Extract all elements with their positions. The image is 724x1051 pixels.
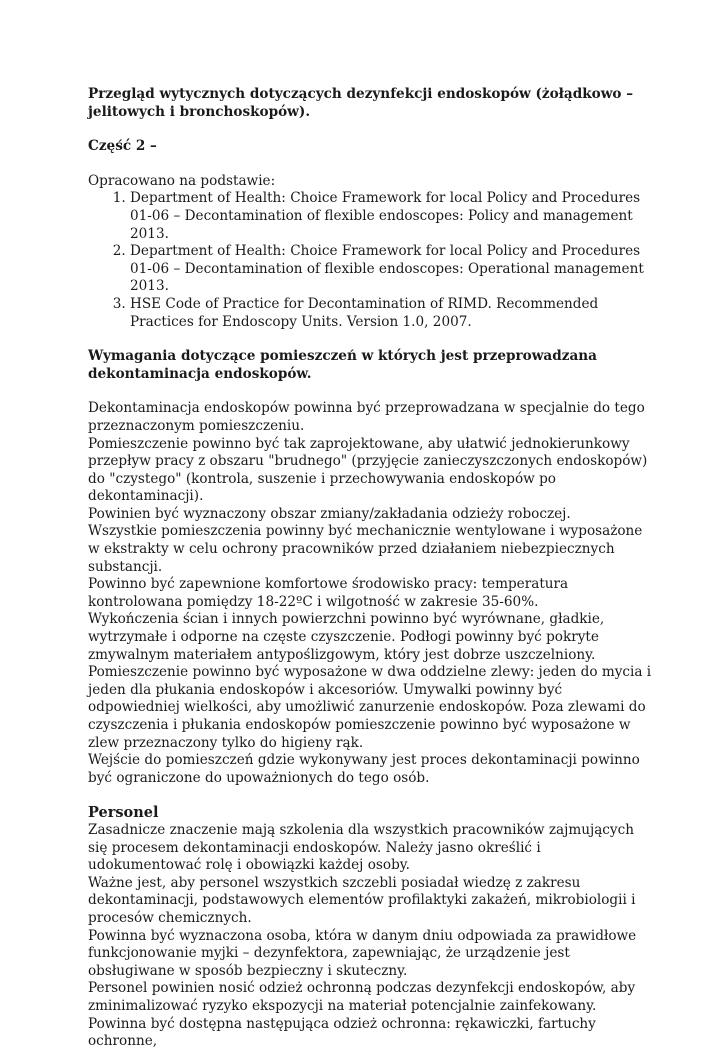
sources-list (88, 190, 654, 331)
personnel-section (88, 822, 654, 1051)
paragraph: Wszystkie pomieszczenia powinny być mechanicznie wentylowane i wyposażone w ekstrakty w celu ochrony pracowników przed działaniem niebezpiecznych substancji. (88, 523, 643, 575)
basis-intro: Opracowano na podstawie: (88, 172, 276, 189)
document-title: Przegląd wytycznych dotyczących dezynfekcji endoskopów (żołądkowo – jelitowych i bronchoskopów). (88, 86, 633, 120)
source-item: 1. Department of Health: Choice Framework for local Policy and Procedures 01-06 – Decontamination of flexible endoscopes: Policy and management 2013. (130, 190, 654, 243)
paragraph: Wejście do pomieszczeń gdzie wykonywany jest proces dekontaminacji powinno być ograniczone do upoważnionych do tego osób. (88, 752, 640, 786)
personnel-heading: Personel (88, 804, 159, 822)
paragraph: Pomieszczenie powinno być wyposażone w dwa oddzielne zlewy: jeden do mycia i jeden dla płukania endoskopów i akcesoriów. Umywalki powinny być odpowiedniej wielkości, aby umożliwić zanurzenie endoskopów. Poza zlewami do czyszczenia i płukania endoskopów pomieszczenie powinno być wyposażone w zlew przeznaczony tylko do higieny rąk. (88, 664, 652, 751)
paragraph: Ważne jest, aby personel wszystkich szczebli posiadał wiedzę z zakresu dekontaminacji, podstawowych elementów profilaktyki zakażeń, mikrobiologii i procesów chemicznych. (88, 874, 636, 926)
paragraph: Powinna być dostępna następująca odzież ochronna: rękawiczki, fartuchy ochronne, (88, 1015, 596, 1050)
paragraph: Dekontaminacja endoskopów powinna być przeprowadzana w specjalnie do tego przeznaczonym pomieszczeniu. (88, 400, 645, 434)
paragraph: Personel powinien nosić odzież ochronną podczas dezynfekcji endoskopów, aby zminimalizować ryzyko ekspozycji na materiał potencjalnie zainfekowany. (88, 980, 636, 1014)
paragraph: Pomieszczenie powinno być tak zaprojektowane, aby ułatwić jednokierunkowy przepływ pracy z obszaru "brudnego" (przyjęcie zanieczyszczonych endoskopów) do "czystego" (kontrola, suszenie i przechowywania endoskopów po dekontaminacji). (88, 435, 648, 505)
paragraph: Powinna być wyznaczona osoba, która w danym dniu odpowiada za prawidłowe funkcjonowanie myjki – dezynfektora, zapewniając, że urządzenie jest obsługiwane w sposób bezpieczny i skuteczny. (88, 927, 637, 979)
requirements-heading: Wymagania dotyczące pomieszczeń w których jest przeprowadzana dekontaminacja endoskopów. (88, 348, 597, 382)
paragraph: Powinno być zapewnione komfortowe środowisko pracy: temperatura kontrolowana pomiędzy 18-22ºC i wilgotność w zakresie 35-60%. (88, 576, 569, 610)
paragraph: Wykończenia ścian i innych powierzchni powinno być wyrównane, gładkie, wytrzymałe i odporne na częste czyszczenie. Podłogi powinny być pokryte zmywalnym materiałem antypoślizgowym, który jest dobrze uszczelniony. (88, 611, 605, 663)
paragraph: Powinien być wyznaczony obszar zmiany/zakładania odzieży roboczej. (88, 505, 571, 522)
source-item: 3. HSE Code of Practice for Decontamination of RIMD. Recommended Practices for Endoscopy Units. Version 1.0, 2007. (130, 296, 654, 331)
source-item: 2. Department of Health: Choice Framework for local Policy and Procedures 01-06 – Decontamination of flexible endoscopes: Operational management 2013. (130, 243, 654, 296)
requirements-section (88, 400, 654, 787)
paragraph: Zasadnicze znaczenie mają szkolenia dla wszystkich pracowników zajmujących się procesem dekontaminacji endoskopów. Należy jasno określić i udokumentować rolę i obowiązki każdej osoby. (88, 821, 634, 874)
part-label: Część 2 – (88, 138, 157, 155)
